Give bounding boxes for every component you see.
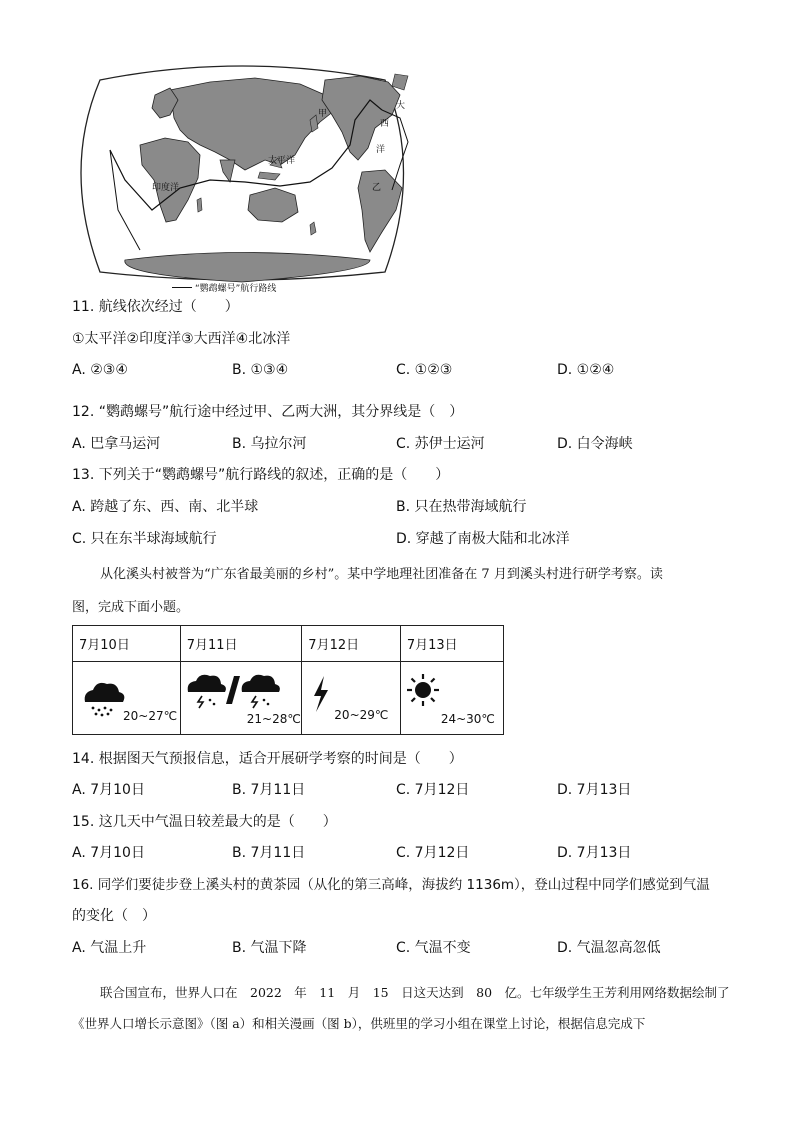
q14-stem: 14. 根据图天气预报信息，适合开展研学考察的时间是（ ）: [72, 751, 463, 767]
lightning-icon: [310, 674, 332, 714]
q11-option-b[interactable]: B. ①③④: [232, 362, 289, 378]
legend-line-swatch: [172, 287, 192, 288]
passage2-line1: 联合国宣布，世界人口在 2022 年 11 月 15 日这天达到 80 亿。七年级学生王芳利用网络数据绘制了: [100, 985, 730, 1000]
q15-option-b[interactable]: B. 7月11日: [232, 845, 306, 861]
sun-icon: [405, 672, 441, 708]
q13-option-d[interactable]: D. 穿越了南极大陆和北冰洋: [396, 531, 570, 547]
q11-option-d[interactable]: D. ①②④: [557, 362, 615, 378]
date-cell-3: 7月12日: [302, 626, 401, 662]
q16-stem-line2: 的变化（ ）: [72, 908, 156, 924]
temp-3: 20~29℃: [334, 708, 389, 722]
temp-4: 24~30℃: [440, 712, 495, 726]
q12-option-d[interactable]: D. 白令海峡: [557, 436, 633, 452]
q13-option-c[interactable]: C. 只在东半球海域航行: [72, 531, 217, 547]
q15-option-a[interactable]: A. 7月10日: [72, 845, 145, 861]
label-jia: 甲: [318, 109, 328, 119]
world-map: [70, 60, 415, 295]
q16-option-d[interactable]: D. 气温忽高忽低: [557, 940, 661, 956]
weather-cell-3: [302, 662, 401, 735]
q11-stem: 11. 航线依次经过（ ）: [72, 299, 239, 315]
q16-option-a[interactable]: A. 气温上升: [72, 940, 147, 956]
label-indian: 印度洋: [152, 183, 180, 193]
q14-option-d[interactable]: D. 7月13日: [557, 782, 632, 798]
passage1-line2: 图，完成下面小题。: [72, 600, 190, 615]
label-pacific: 太平洋: [268, 156, 296, 166]
date-cell-2: 7月11日: [180, 626, 302, 662]
q13-option-a[interactable]: A. 跨越了东、西、南、北半球: [72, 499, 259, 515]
weather-cell-4: [400, 662, 503, 735]
q13-option-b[interactable]: B. 只在热带海域航行: [396, 499, 527, 515]
q16-stem-line1: 16. 同学们要徒步登上溪头村的黄茶园（从化的第三高峰，海拔约 1136m），登山过程中同学们感觉到气温: [72, 877, 710, 893]
australia-landmass: [248, 188, 298, 222]
rain-cloud-icon: [79, 674, 127, 718]
temp-2: 21~28℃: [246, 712, 301, 726]
q15-option-c[interactable]: C. 7月12日: [396, 845, 470, 861]
q12-option-c[interactable]: C. 苏伊士运河: [396, 436, 485, 452]
label-yi: 乙: [372, 183, 382, 193]
weather-forecast-table: [72, 625, 504, 735]
q14-option-a[interactable]: A. 7月10日: [72, 782, 145, 798]
label-xi: 西: [380, 119, 390, 129]
q11-option-c[interactable]: C. ①②③: [396, 362, 453, 378]
date-cell-4: 7月13日: [400, 626, 503, 662]
rain-to-thunder-icon: [184, 670, 299, 710]
q12-option-a[interactable]: A. 巴拿马运河: [72, 436, 161, 452]
weather-date-row: [73, 626, 504, 662]
label-da: 大: [396, 101, 406, 111]
passage2-line2: 《世界人口增长示意图》（图 a）和相关漫画（图 b），供班里的学习小组在课堂上讨论，根据信息完成下: [72, 1016, 646, 1031]
q11-option-a[interactable]: A. ②③④: [72, 362, 128, 378]
q14-option-b[interactable]: B. 7月11日: [232, 782, 306, 798]
q16-option-b[interactable]: B. 气温下降: [232, 940, 307, 956]
world-map-figure: [70, 60, 415, 295]
q14-option-c[interactable]: C. 7月12日: [396, 782, 470, 798]
weather-cell-1: [73, 662, 181, 735]
q15-option-d[interactable]: D. 7月13日: [557, 845, 632, 861]
weather-cell-2: [180, 662, 302, 735]
temp-1: 20~27℃: [123, 709, 178, 723]
date-cell-1: 7月10日: [73, 626, 181, 662]
q13-stem: 13. 下列关于“鹦鹉螺号”航行路线的叙述，正确的是（ ）: [72, 467, 450, 483]
q16-option-c[interactable]: C. 气温不变: [396, 940, 471, 956]
legend-label: “鹦鹉螺号”航行路线: [195, 284, 277, 294]
q12-option-b[interactable]: B. 乌拉尔河: [232, 436, 307, 452]
weather-icon-row: [73, 662, 504, 735]
q15-stem: 15. 这几天中气温日较差最大的是（ ）: [72, 814, 337, 830]
q11-items: ①太平洋②印度洋③大西洋④北冰洋: [72, 331, 291, 347]
map-legend: [172, 281, 276, 294]
label-yang: 洋: [376, 145, 386, 155]
q12-stem: 12. “鹦鹉螺号”航行途中经过甲、乙两大洲，其分界线是（ ）: [72, 404, 464, 420]
passage1-line1: 从化溪头村被誉为“广东省最美丽的乡村”。某中学地理社团准备在 7 月到溪头村进行研学考察。读: [100, 567, 663, 582]
